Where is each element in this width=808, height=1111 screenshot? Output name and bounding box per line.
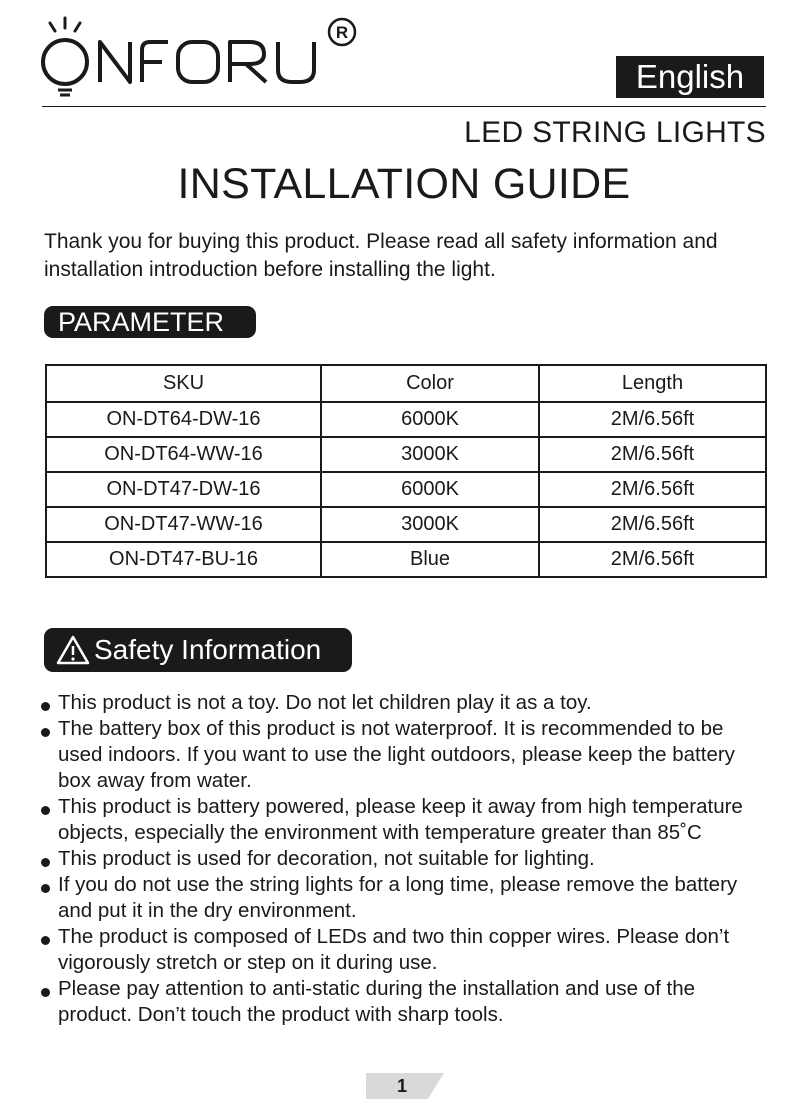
parameter-table <box>45 364 767 578</box>
sku-cell: ON-DT64-DW-16 <box>46 402 321 437</box>
page-title: INSTALLATION GUIDE <box>177 160 631 208</box>
safety-heading-label: Safety Information <box>94 634 322 665</box>
list-item: This product is battery powered, please keep it away from high temperature objects, especially the environment with temperature greater than 85˚C <box>40 794 750 846</box>
warning-triangle-icon <box>56 635 90 665</box>
brand-logo <box>38 14 368 102</box>
table-row <box>46 507 766 542</box>
language-badge: English <box>616 56 764 98</box>
color-cell: Blue <box>321 542 539 577</box>
header-divider <box>42 106 766 107</box>
table-row <box>46 402 766 437</box>
page-number: 1 <box>396 1076 407 1096</box>
length-cell: 2M/6.56ft <box>539 507 766 542</box>
table-header-row <box>46 365 766 402</box>
table-row <box>46 542 766 577</box>
list-item: The product is composed of LEDs and two thin copper wires. Please don’t vigorously stretch or step on it during use. <box>40 924 750 976</box>
color-cell: 6000K <box>321 472 539 507</box>
list-item: The battery box of this product is not waterproof. It is recommended to be used indoors. If you want to use the light outdoors, please keep the battery box away from water. <box>40 716 750 794</box>
product-subtitle: LED STRING LIGHTS <box>464 116 766 149</box>
sku-cell: ON-DT47-WW-16 <box>46 507 321 542</box>
safety-list <box>40 690 750 1028</box>
parameter-heading-label: PARAMETER <box>58 306 225 337</box>
table-row <box>46 472 766 507</box>
list-item: This product is not a toy. Do not let children play it as a toy. <box>40 690 750 716</box>
list-item: This product is used for decoration, not suitable for lighting. <box>40 846 750 872</box>
length-cell: 2M/6.56ft <box>539 402 766 437</box>
color-cell: 3000K <box>321 437 539 472</box>
intro-text: Thank you for buying this product. Please read all safety information and installation introduction before installing the light. <box>44 230 718 281</box>
length-cell: 2M/6.56ft <box>539 542 766 577</box>
parameter-heading <box>44 306 256 338</box>
sku-cell: ON-DT47-BU-16 <box>46 542 321 577</box>
color-cell: 6000K <box>321 402 539 437</box>
sku-cell: ON-DT64-WW-16 <box>46 437 321 472</box>
color-cell: 3000K <box>321 507 539 542</box>
svg-text:R: R <box>335 23 349 42</box>
length-cell: 2M/6.56ft <box>539 437 766 472</box>
list-item: If you do not use the string lights for a long time, please remove the battery and put it in the dry environment. <box>40 872 750 924</box>
sku-cell: ON-DT47-DW-16 <box>46 472 321 507</box>
column-header-length: Length <box>539 365 766 402</box>
safety-heading <box>44 628 352 672</box>
column-header-color: Color <box>321 365 539 402</box>
column-header-sku: SKU <box>46 365 321 402</box>
length-cell: 2M/6.56ft <box>539 472 766 507</box>
list-item: Please pay attention to anti-static during the installation and use of the product. Don’t touch the product with sharp tools. <box>40 976 750 1028</box>
table-row <box>46 437 766 472</box>
